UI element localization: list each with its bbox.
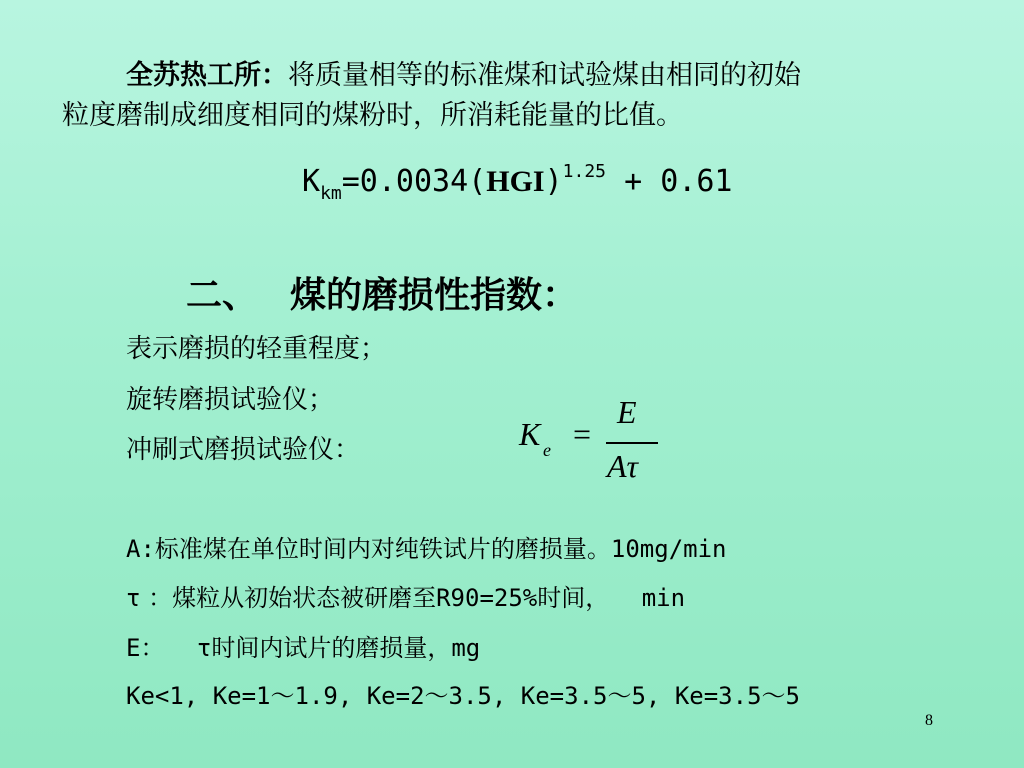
line-rotary: 旋转磨损试验仪； (126, 385, 335, 415)
tau-text: ：煤粒从初始状态被研磨至 (140, 584, 437, 612)
ke-numerator: E (617, 394, 637, 430)
tau-symbol: τ (126, 584, 141, 612)
kkm-exponent: 1.25 (562, 161, 607, 182)
line-e-def (126, 631, 480, 665)
kkm-formula (302, 152, 732, 214)
ke-k: K (519, 416, 541, 452)
a-text: 标准煤在单位时间内对纯铁试片的磨损量。 (154, 535, 611, 563)
kkm-close: ) (544, 164, 563, 199)
ke-denominator: Aτ (607, 448, 638, 484)
e-unit: mg (451, 634, 481, 662)
ke-formula (515, 394, 675, 493)
kkm-coeff: =0.0034( (341, 164, 487, 199)
ke-equals: = (573, 416, 592, 452)
intro-line-1 (126, 58, 801, 94)
line-a-def (126, 532, 727, 566)
intro-text-1: 将质量相等的标准煤和试验煤由相同的初始 (288, 60, 801, 91)
tau-unit: min (627, 584, 686, 612)
kkm-k: K (302, 164, 321, 199)
kkm-tail: + 0.61 (606, 164, 733, 199)
a-prefix: A: (126, 535, 155, 563)
line-flush: 冲刷式磨损试验仪： (126, 435, 361, 465)
section-title: 煤的磨损性指数： (290, 274, 579, 316)
intro-line-2: 粒度磨制成细度相同的煤粉时，所消耗能量的比值。 (62, 100, 683, 131)
tau-r90: R90=25% (436, 584, 538, 612)
fraction-bar (606, 442, 658, 444)
tau-text2: 时间， (537, 584, 610, 612)
line-ke-ranges: Ke<1, Ke=1～1.9, Ke=2～3.5, Ke=3.5～5, Ke=3.5～5 (126, 682, 800, 710)
a-unit: 10mg/min (610, 535, 727, 563)
ke-subscript: e (543, 440, 551, 460)
e-text: 时间内试片的磨损量， (211, 634, 452, 662)
section-heading (186, 272, 578, 318)
page-number: 8 (925, 712, 933, 729)
section-number: 二、 (186, 274, 259, 316)
line-tau-def (126, 581, 685, 615)
e-prefix: E： (126, 634, 165, 662)
kkm-subscript: km (320, 183, 342, 204)
line-desc: 表示磨损的轻重程度； (126, 334, 387, 364)
kkm-hgi: HGI (486, 165, 545, 198)
intro-lead: 全苏热工所： (126, 60, 288, 91)
e-tau: τ (182, 634, 212, 662)
